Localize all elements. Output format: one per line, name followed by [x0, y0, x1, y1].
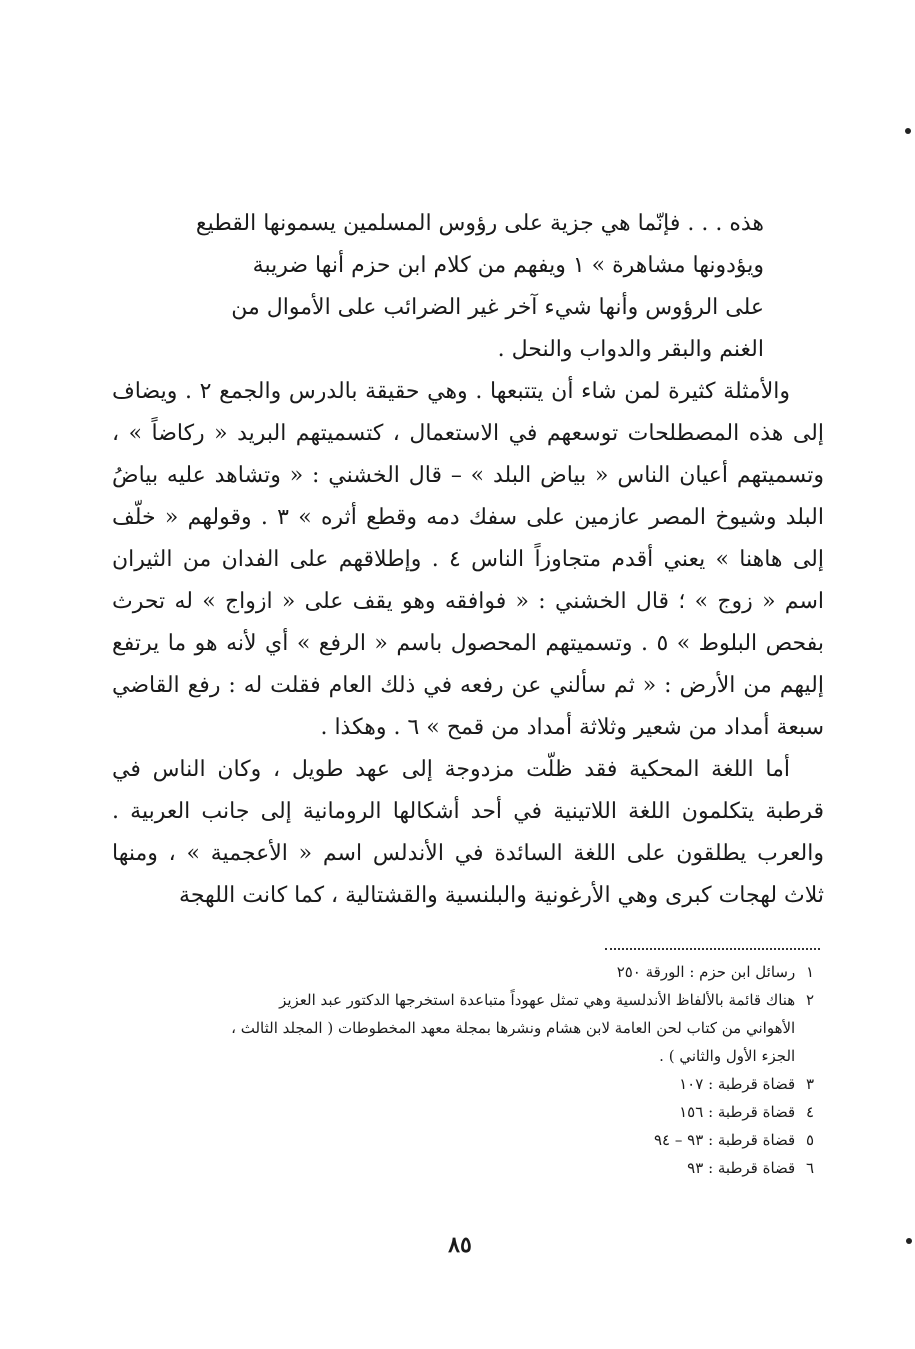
quote-line: الغنم والبقر والدواب والنحل .: [497, 337, 764, 362]
quote-line: على الرؤوس وأنها شيء آخر غير الضرائب على الأموال من: [231, 295, 764, 320]
paragraph-spoken-language: أما اللغة المحكية فقد ظلّت مزدوجة إلى عهد طويل ، وكان الناس في قرطبة يتكلمون اللغة اللاتينية في أحد أشكالها الرومانية إلى جانب العربية . والعرب يطلقون على اللغة السائدة في الأندلس اسم « الأعجمية » ، ومنها ثلاث لهجات كبرى وهي الأرغونية والبلنسية والقشتالية ، كما كانت اللهجة: [112, 757, 824, 908]
main-text: [112, 203, 824, 917]
quote-line: ويؤدونها مشاهرة » ١ ويفهم من كلام ابن حزم أنها ضريبة: [252, 253, 764, 278]
footnote: [112, 958, 824, 986]
footnote-text: هناك قائمة بالألفاظ الأندلسية وهي تمثل عهوداً متباعدة استخرجها الدكتور عبد العزيز: [279, 991, 796, 1009]
footnote-number: ٤: [805, 1103, 814, 1121]
footnote: [112, 1126, 824, 1154]
margin-mark: [905, 128, 911, 134]
footnote-number: ١: [805, 963, 814, 981]
footnote-continuation: [112, 1042, 824, 1070]
footnote-text: قضاة قرطبة : ١٥٦: [679, 1103, 796, 1121]
footnote-separator: [605, 948, 820, 950]
margin-mark: [906, 1238, 912, 1244]
footnotes: [112, 958, 824, 1182]
footnote-text: قضاة قرطبة : ٩٣: [687, 1159, 796, 1177]
footnote-number: ٢: [805, 991, 814, 1009]
footnote: [112, 986, 824, 1014]
footnote-text: الأهواني من كتاب لحن العامة لابن هشام ونشرها بمجلة معهد المخطوطات ( المجلد الثالث ،: [231, 1019, 796, 1037]
paragraph-examples: والأمثلة كثيرة لمن شاء أن يتتبعها . وهي حقيقة بالدرس والجمع ٢ . ويضاف إلى هذه المصطلحات توسعهم في الاستعمال ، كتسميتهم البريد « ركاضاً » ، وتسميتهم أعيان الناس « بياض البلد » – قال الخشني : « وتشاهد عليه بياضُ البلد وشيوخ المصر عازمين على سفك دمه وقطع أثره » ٣ . وقولهم « خلّف إلى هاهنا » يعني أقدم متجاوزاً الناس ٤ . وإطلاقهم على الفدان من الثيران اسم « زوج » ؛ قال الخشني : « فوافقه وهو يقف على « ازواج » له تحرث بفحص البلوط » ٥ . وتسميتهم المحصول باسم « الرفع » أي لأنه هو ما يرتفع إليهم من الأرض : « ثم سألني عن رفعه في ذلك العام فقلت له : رفع القاضي سبعة أمداد من شعير وثلاثة أمداد من قمح » ٦ . وهكذا .: [112, 379, 825, 740]
footnote-number: ٦: [805, 1159, 814, 1177]
footnote: [112, 1098, 824, 1126]
footnote-number: ٣: [805, 1075, 814, 1093]
footnote-text: الجزء الأول والثاني ) .: [659, 1047, 796, 1065]
footnote: [112, 1070, 824, 1098]
page-number: ٨٥: [448, 1232, 472, 1258]
footnote: [112, 1154, 824, 1182]
footnote-text: قضاة قرطبة : ٩٣ – ٩٤: [654, 1131, 796, 1149]
footnote-text: قضاة قرطبة : ١٠٧: [679, 1075, 796, 1093]
footnote-continuation: [112, 1014, 824, 1042]
quote-block: [166, 203, 764, 371]
footnote-number: ٥: [805, 1131, 814, 1149]
quote-line: هذه . . . فإنّما هي جزية على رؤوس المسلمين يسمونها القطيع: [195, 211, 764, 236]
footnote-text: رسائل ابن حزم : الورقة ٢٥٠: [616, 963, 796, 981]
